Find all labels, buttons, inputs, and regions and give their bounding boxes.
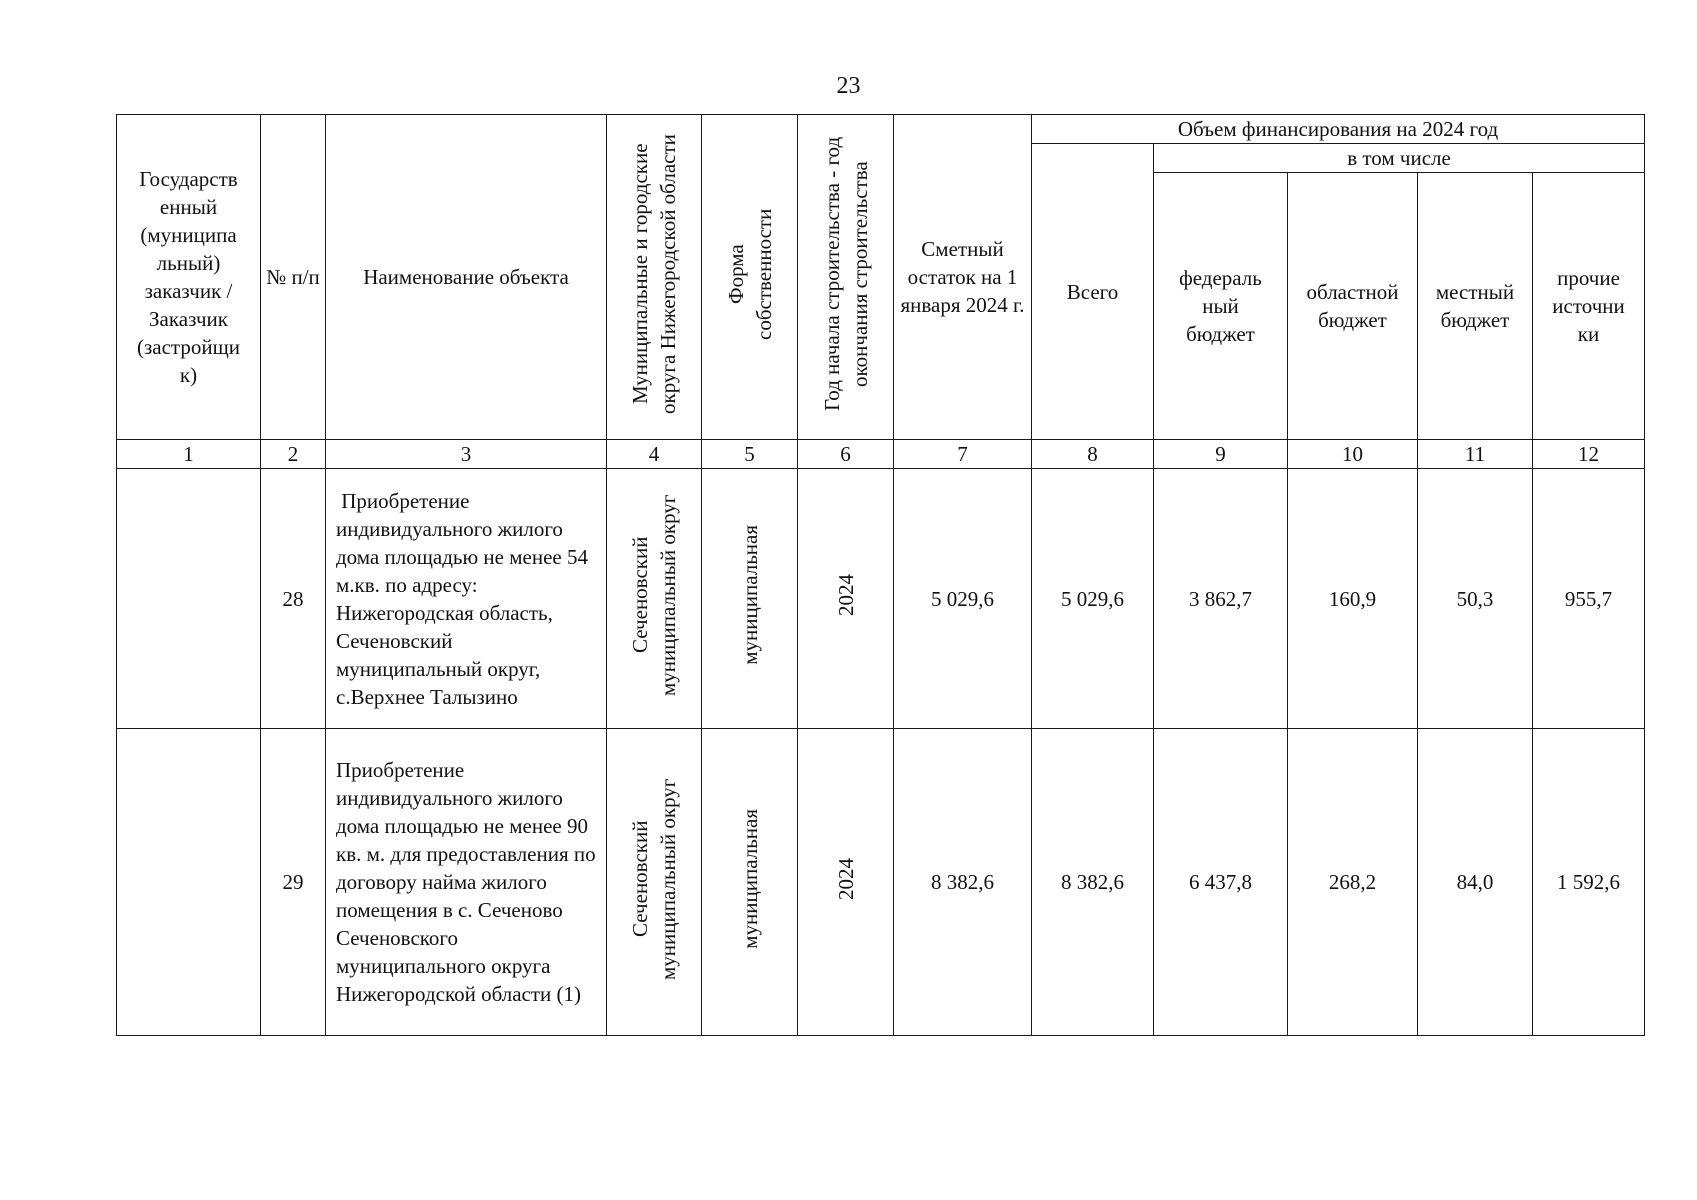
cell-estimate-balance: 8 382,6 <box>894 729 1032 1036</box>
cell-number: 29 <box>261 729 326 1036</box>
header-regional: областной бюджет <box>1288 173 1418 440</box>
column-number: 5 <box>702 440 798 469</box>
cell-estimate-balance: 5 029,6 <box>894 469 1032 729</box>
cell-number: 28 <box>261 469 326 729</box>
cell-ownership: муниципальная <box>702 729 798 1036</box>
cell-municipality: Сеченовский муниципальный округ <box>607 729 702 1036</box>
header-estimate-balance: Сметный остаток на 1 января 2024 г. <box>894 115 1032 440</box>
column-number: 2 <box>261 440 326 469</box>
header-number: № п/п <box>261 115 326 440</box>
header-customer-line: енный <box>159 195 218 219</box>
cell-customer <box>117 729 261 1036</box>
header-customer-line: к) <box>179 363 198 387</box>
funding-table <box>116 114 1645 1036</box>
column-number: 1 <box>117 440 261 469</box>
cell-total: 5 029,6 <box>1032 469 1154 729</box>
column-number: 7 <box>894 440 1032 469</box>
column-number: 6 <box>798 440 894 469</box>
cell-object-name: Приобретение индивидуального жилого дома площадью не менее 90 кв. м. для предоставления по договору найма жилого помещения в с. Сеченово Сеченовского муниципального округа Нижегородской области (1) <box>326 729 607 1036</box>
header-customer <box>117 115 261 440</box>
cell-object-name: Приобретение индивидуального жилого дома площадью не менее 54 м.кв. по адресу: Нижегородская область, Сеченовский муниципальный округ, с.Верхнее Талызино <box>326 469 607 729</box>
header-other: прочие источни ки <box>1533 173 1645 440</box>
cell-regional: 160,9 <box>1288 469 1418 729</box>
cell-total: 8 382,6 <box>1032 729 1154 1036</box>
header-customer-line: Заказчик <box>149 307 228 331</box>
cell-federal: 3 862,7 <box>1154 469 1288 729</box>
cell-years: 2024 <box>798 469 894 729</box>
cell-other: 1 592,6 <box>1533 729 1645 1036</box>
header-object-name: Наименование объекта <box>326 115 607 440</box>
column-number: 11 <box>1418 440 1533 469</box>
cell-other: 955,7 <box>1533 469 1645 729</box>
header-total: Всего <box>1032 144 1154 440</box>
cell-municipality: Сеченовский муниципальный округ <box>607 469 702 729</box>
column-numbers-row <box>117 440 1645 469</box>
header-customer-line: Государств <box>139 167 238 191</box>
column-number: 8 <box>1032 440 1154 469</box>
header-customer-line: (муниципа <box>140 223 237 247</box>
column-number: 4 <box>607 440 702 469</box>
column-number: 10 <box>1288 440 1418 469</box>
table-row <box>117 729 1645 1036</box>
header-funding-volume: Объем финансирования на 2024 год <box>1032 115 1645 144</box>
header-including: в том числе <box>1154 144 1645 173</box>
cell-customer <box>117 469 261 729</box>
cell-federal: 6 437,8 <box>1154 729 1288 1036</box>
cell-years: 2024 <box>798 729 894 1036</box>
header-years: Год начала строительства - год окончания строительства <box>798 115 894 440</box>
cell-local: 50,3 <box>1418 469 1533 729</box>
column-number: 3 <box>326 440 607 469</box>
header-customer-line: заказчик / <box>144 279 233 303</box>
header-customer-line: льный) <box>156 251 221 275</box>
header-local: местный бюджет <box>1418 173 1533 440</box>
table-row <box>117 469 1645 729</box>
header-federal: федераль ный бюджет <box>1154 173 1288 440</box>
column-number: 12 <box>1533 440 1645 469</box>
header-ownership: Форма собственности <box>702 115 798 440</box>
header-row <box>117 115 1645 144</box>
header-municipality: Муниципальные и городские округа Нижегородской области <box>607 115 702 440</box>
cell-regional: 268,2 <box>1288 729 1418 1036</box>
cell-local: 84,0 <box>1418 729 1533 1036</box>
page-number: 23 <box>836 73 861 99</box>
column-number: 9 <box>1154 440 1288 469</box>
header-customer-line: (застройщи <box>136 335 240 359</box>
cell-ownership: муниципальная <box>702 469 798 729</box>
